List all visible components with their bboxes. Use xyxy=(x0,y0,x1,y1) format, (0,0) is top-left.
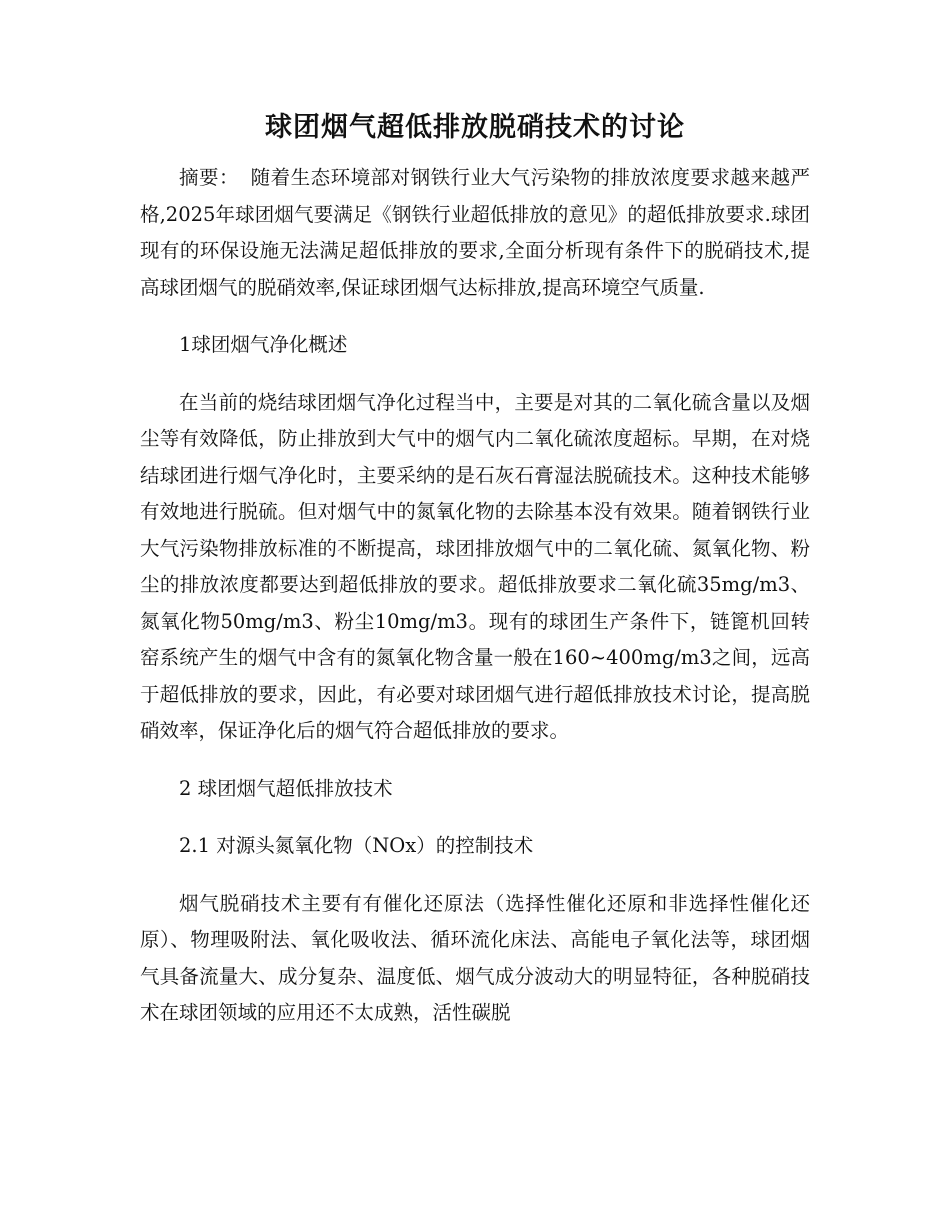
section-1-paragraph: 在当前的烧结球团烟气净化过程当中，主要是对其的二氧化硫含量以及烟尘等有效降低，防止排放到大气中的烟气内二氧化硫浓度超标。早期，在对烧结球团进行烟气净化时，主要采纳的是石灰石膏湿法脱硫技术。这种技术能够有效地进行脱硫。但对烟气中的氮氧化物的去除基本没有效果。随着钢铁行业大气污染物排放标准的不断提高，球团排放烟气中的二氧化硫、氮氧化物、粉尘的排放浓度都要达到超低排放的要求。超低排放要求二氧化硫35mg/m3、氮氧化物50mg/m3、粉尘10mg/m3。现有的球团生产条件下，链篦机回转窑系统产生的烟气中含有的氮氧化物含量一般在160~400mg/m3之间，远高于超低排放的要求，因此，有必要对球团烟气进行超低排放技术讨论，提高脱硝效率，保证净化后的烟气符合超低排放的要求。 xyxy=(140,390,810,742)
section-1-heading: 1球团烟气净化概述 xyxy=(179,333,348,356)
document-title: 球团烟气超低排放脱硝技术的讨论 xyxy=(265,112,685,143)
abstract-paragraph xyxy=(140,160,810,306)
spacer xyxy=(140,750,810,771)
spacer xyxy=(140,364,810,385)
abstract-text: 随着生态环境部对钢铁行业大气污染物的排放浓度要求越来越严格,2025年球团烟气要满足《钢铁行业超低排放的意见》的超低排放要求.球团现有的环保设施无法满足超低排放的要求,全面分析现有条件下的脱硝技术,提高球团烟气的脱硝效率,保证球团烟气达标排放,提高环境空气质量. xyxy=(140,166,810,299)
spacer xyxy=(140,807,810,828)
spacer xyxy=(140,306,810,327)
section-2-1-paragraph: 烟气脱硝技术主要有有催化还原法（选择性催化还原和非选择性催化还原）、物理吸附法、氧化吸收法、循环流化床法、高能电子氧化法等，球团烟气具备流量大、成分复杂、温度低、烟气成分波动大的明显特征，各种脱硝技术在球团领域的应用还不太成熟，活性碳脱 xyxy=(140,891,810,1024)
abstract-label: 摘要： xyxy=(179,166,239,189)
section-2-1-heading: 2.1 对源头氮氧化物（NOx）的控制技术 xyxy=(179,834,534,857)
section-2-heading: 2 球团烟气超低排放技术 xyxy=(179,776,393,800)
spacer xyxy=(140,865,810,886)
document-page xyxy=(140,108,810,1032)
